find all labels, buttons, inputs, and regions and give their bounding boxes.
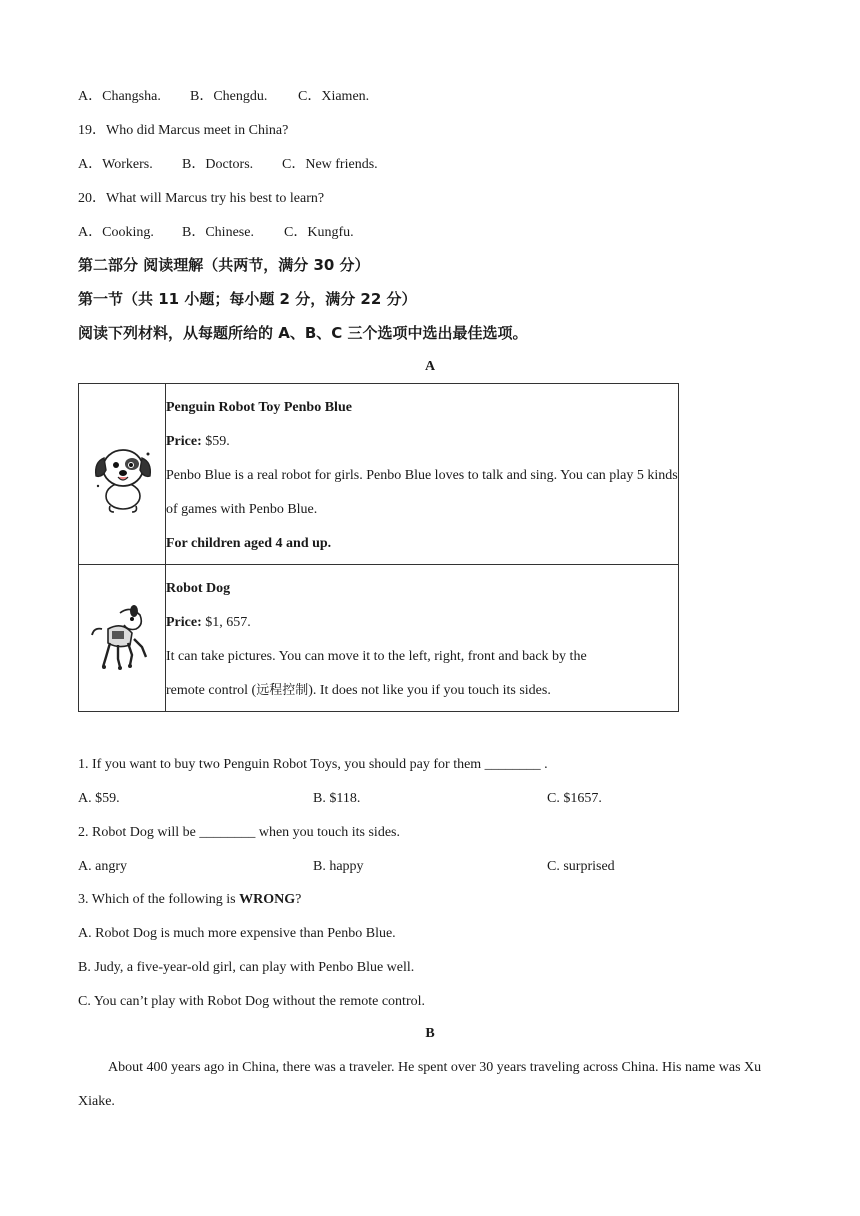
- q3-option-a: A. Robot Dog is much more expensive than Penbo Blue.: [78, 926, 396, 941]
- q20-option-b: B．Chinese.: [182, 225, 254, 240]
- product-info-penbo: [166, 384, 679, 565]
- price-label: Price:: [166, 434, 202, 449]
- desc-text: ). It does not like you if you touch its sides.: [308, 683, 551, 698]
- product-table: [78, 383, 679, 712]
- product-name: Robot Dog: [166, 581, 231, 596]
- q2-option-b: B. happy: [313, 859, 364, 874]
- q18-option-c: C．Xiamen.: [298, 89, 370, 104]
- question-3-mark: ?: [295, 892, 302, 907]
- part2-title: 第二部分 阅读理解（共两节，满分 30 分）: [78, 256, 370, 274]
- product-description: Penbo Blue is a real robot for girls. Penbo Blue loves to talk and sing. You can play 5 kinds of games with Penbo Blue.: [166, 468, 678, 517]
- reading-instruction: 阅读下列材料，从每题所给的 A、B、C 三个选项中选出最佳选项。: [78, 324, 528, 342]
- q3-option-c: C. You can’t play with Robot Dog without the remote control.: [78, 994, 425, 1009]
- puppy-illustration-icon: [88, 434, 158, 514]
- q18-option-b: B．Chengdu.: [190, 89, 268, 104]
- desc-text: remote control (: [166, 683, 257, 698]
- price-value: $59.: [201, 434, 230, 449]
- q19-option-a: A．Workers.: [78, 157, 153, 172]
- q3-option-b: B. Judy, a five-year-old girl, can play with Penbo Blue well.: [78, 960, 415, 975]
- product-name: Penguin Robot Toy Penbo Blue: [166, 400, 352, 415]
- passage-a-label: A: [424, 359, 436, 374]
- question-20: 20．What will Marcus try his best to learn?: [78, 191, 325, 206]
- product-row-robot-dog: [79, 565, 679, 712]
- product-price: [166, 425, 678, 459]
- product-image-cell: [79, 384, 166, 565]
- q2-option-c: C. surprised: [547, 859, 615, 874]
- price-value: $1, 657.: [201, 615, 251, 630]
- q1-option-b: B. $118.: [313, 791, 361, 806]
- product-row-penbo: [79, 384, 679, 565]
- desc-chinese-gloss: 远程控制: [256, 683, 309, 698]
- question-2: 2. Robot Dog will be ________ when you touch its sides.: [78, 825, 400, 840]
- q20-option-c: C．Kungfu.: [284, 225, 354, 240]
- product-description-line-2: [166, 674, 678, 708]
- product-info-robot-dog: [166, 565, 679, 712]
- q19-option-c: C．New friends.: [282, 157, 378, 172]
- q18-option-a: A．Changsha.: [78, 89, 161, 104]
- product-description-line-1: It can take pictures. You can move it to the left, right, front and back by the: [166, 649, 587, 664]
- price-label: Price:: [166, 615, 202, 630]
- q19-option-b: B．Doctors.: [182, 157, 254, 172]
- q20-option-a: A．Cooking.: [78, 225, 154, 240]
- passage-b-text: About 400 years ago in China, there was a traveler. He spent over 30 years traveling across China. His name was Xu Xiake.: [78, 1060, 762, 1109]
- robot-dog-illustration-icon: [88, 599, 158, 679]
- q1-option-a: A. $59.: [78, 791, 120, 806]
- question-3: [78, 891, 301, 909]
- q2-option-a: A. angry: [78, 859, 127, 874]
- question-19: 19．Who did Marcus meet in China?: [78, 123, 289, 138]
- question-1: 1. If you want to buy two Penguin Robot Toys, you should pay for them ________ .: [78, 757, 548, 772]
- question-3-text: 3. Which of the following is: [78, 892, 240, 907]
- passage-b-label: B: [425, 1026, 435, 1041]
- product-price: [166, 606, 678, 640]
- question-3-emphasis: WRONG: [239, 892, 296, 907]
- section1-title: 第一节（共 11 小题；每小题 2 分，满分 22 分）: [78, 290, 417, 308]
- product-age-note: For children aged 4 and up.: [166, 536, 332, 551]
- product-image-cell: [79, 565, 166, 712]
- q1-option-c: C. $1657.: [547, 791, 602, 806]
